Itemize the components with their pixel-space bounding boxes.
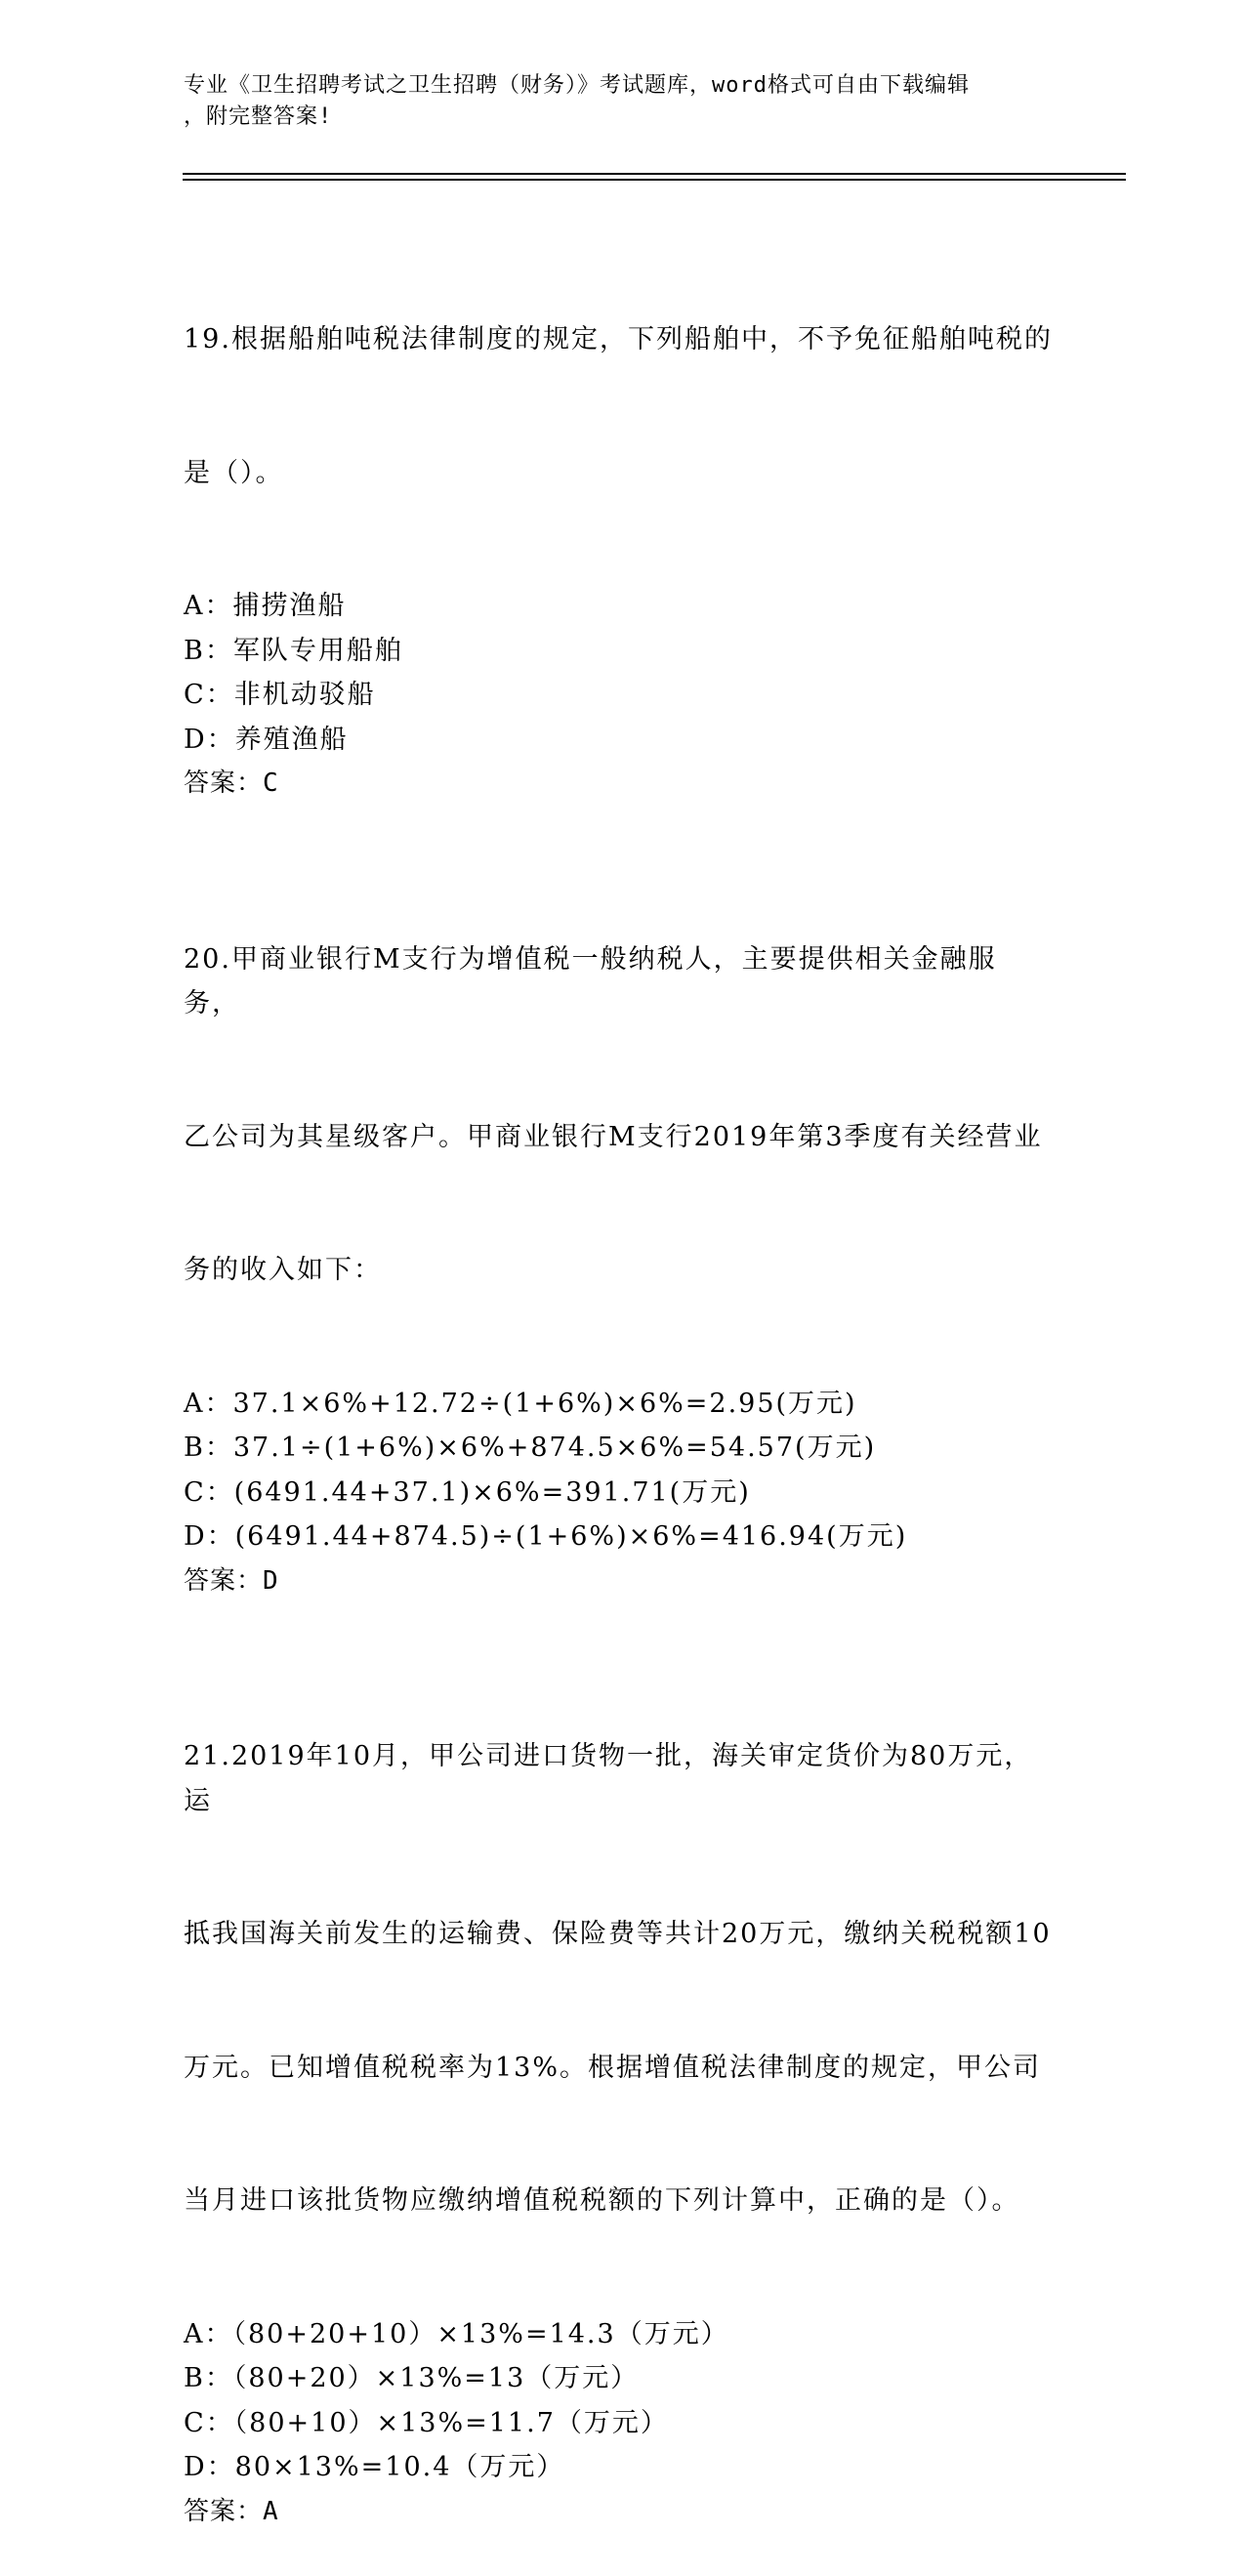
header-divider-bottom [183,179,1126,181]
stem-line: 19.根据船舶吨税法律制度的规定，下列船舶中，不予免征船舶吨税的 [184,324,1053,354]
stem-line: 是（）。 [184,457,284,488]
stem-line: 务的收入如下： [184,1255,382,1285]
stem-line: 乙公司为其星级客户。甲商业银行M支行2019年第3季度有关经营业 [184,1121,1043,1152]
option-d: D：养殖渔船 [184,724,349,755]
option-b: B：37.1÷(1+6%)×6%+874.5×6%=54.57(万元) [184,1433,877,1463]
option-b: B：军队专用船舶 [184,635,403,666]
option-b: B：（80+20）×13%=13（万元） [184,2363,640,2393]
stem-line: 20.甲商业银行M支行为增值税一般纳税人，主要提供相关金融服务， [184,943,997,1018]
document-header [184,70,1043,133]
option-c: C：非机动驳船 [184,680,376,710]
option-a: A：（80+20+10）×13%=14.3（万元） [184,2318,729,2349]
question-stem [184,849,1053,1382]
option-d: D：(6491.44+874.5)÷(1+6%)×6%=416.94(万元) [184,1521,908,1552]
option-c: C：(6491.44+37.1)×6%=391.71(万元) [184,1476,751,1508]
question-20 [184,849,1062,1604]
option-a: A：捕捞渔船 [184,591,347,621]
question-stem [184,229,1053,584]
stem-line: 21.2019年10月，甲公司进口货物一批，海关审定货价为80万元，运 [184,1741,1033,1816]
header-line-2: ，附完整答案! [184,104,333,129]
question-21 [184,1645,1062,2534]
header-divider-top [183,173,1126,175]
question-19 [184,229,1062,807]
stem-line: 万元。已知增值税税率为13%。根据增值税法律制度的规定，甲公司 [184,2052,1042,2083]
question-stem [184,1645,1053,2312]
option-d: D：80×13%=10.4（万元） [184,2452,565,2482]
option-a: A：37.1×6%+12.72÷(1+6%)×6%=2.95(万元) [184,1388,857,1419]
option-c: C：（80+10）×13%=11.7（万元） [184,2407,669,2438]
answer: 答案：C [184,769,279,798]
stem-line: 抵我国海关前发生的运输费、保险费等共计20万元，缴纳关税税额10 [184,1919,1052,1949]
answer: 答案：D [184,1565,279,1596]
header-line-1: 专业《卫生招聘考试之卫生招聘（财务）》考试题库，word格式可自由下载编辑 [184,73,970,98]
question-list [184,229,1062,2576]
answer: 答案：A [184,2496,279,2526]
stem-line: 当月进口该批货物应缴纳增值税税额的下列计算中，正确的是（）。 [184,2185,1020,2216]
